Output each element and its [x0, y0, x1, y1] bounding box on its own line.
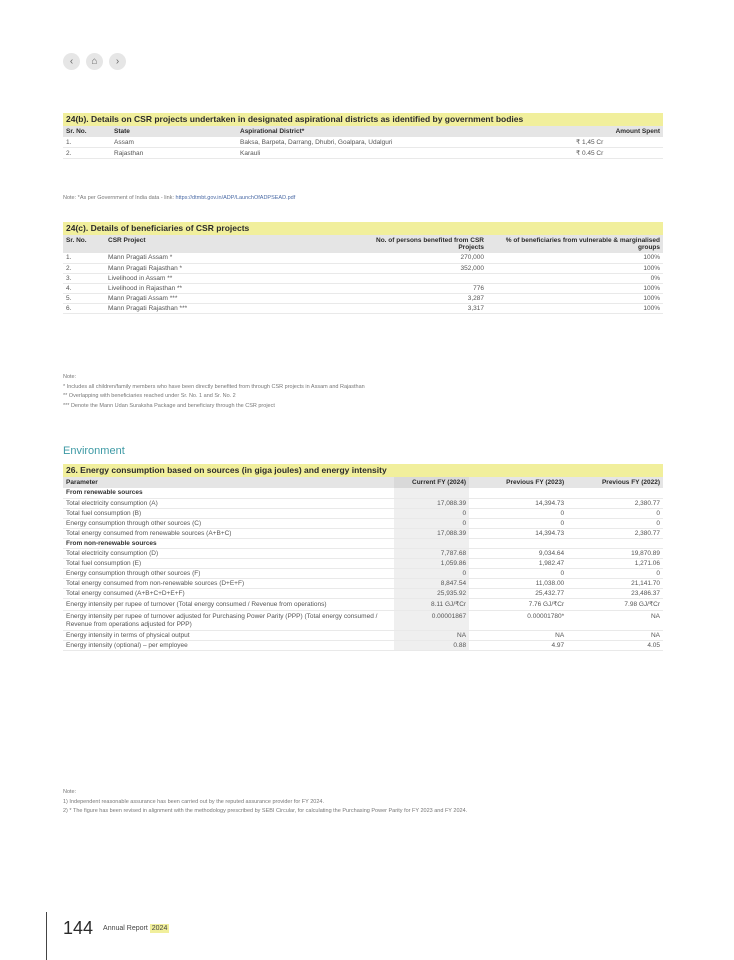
table-row: Total energy consumed (A+B+C+D+E+F) 25,935.92 25,432.77 23,486.37 — [63, 588, 663, 598]
page-footer — [63, 918, 169, 939]
table-row: 1. Assam Baksa, Barpeta, Darrang, Dhubri, Goalpara, Udalguri ₹ 1,45 Cr — [63, 137, 663, 148]
footer-divider — [46, 912, 47, 960]
energy-table — [63, 477, 663, 651]
table-row: Total energy consumed from renewable sources (A+B+C) 17,088.39 14,394.73 2,380.77 — [63, 528, 663, 538]
table-row: 2. Mann Pragati Rajasthan * 352,000 100% — [63, 263, 663, 273]
next-page-button[interactable]: › — [109, 53, 126, 70]
beneficiaries-title: 24(c). Details of beneficiaries of CSR projects — [63, 222, 663, 235]
aspirational-districts-section — [63, 113, 663, 159]
table-row: Energy intensity per rupee of turnover adjusted for Purchasing Power Parity (PPP) (Total energy consumed / Revenue from operations adjusted for PPP) 0.00001867 0.00001780* NA — [63, 610, 663, 630]
nonrenewable-subheader: From non-renewable sources — [63, 538, 663, 548]
table-row: Energy consumption through other sources (F) 0 0 0 — [63, 568, 663, 578]
page-navigation — [63, 53, 126, 70]
col-csr-project: CSR Project — [105, 235, 357, 253]
aspirational-title: 24(b). Details on CSR projects undertaken in designated aspirational districts as identified by government bodies — [63, 113, 663, 126]
beneficiaries-table — [63, 235, 663, 314]
environment-heading: Environment — [63, 445, 125, 457]
col-district: Aspirational District* — [237, 126, 573, 137]
table-row: Total electricity consumption (D) 7,787.68 9,034.64 19,870.89 — [63, 548, 663, 558]
table-row: Total energy consumed from non-renewable sources (D+E+F) 8,847.54 11,038.00 21,141.70 — [63, 578, 663, 588]
table-row: 5. Mann Pragati Assam *** 3,287 100% — [63, 293, 663, 303]
renewable-subheader: From renewable sources — [63, 488, 663, 498]
table-row: 4. Livelihood in Rajasthan ** 776 100% — [63, 283, 663, 293]
col-previous-fy-2023: Previous FY (2023) — [469, 477, 567, 488]
table-row: Total fuel consumption (E) 1,059.86 1,982.47 1,271.06 — [63, 558, 663, 568]
table-row: Energy consumption through other sources (C) 0 0 0 — [63, 518, 663, 528]
col-vulnerable-percent: % of beneficiaries from vulnerable & marginalised groups — [487, 235, 663, 253]
col-persons-benefited: No. of persons benefited from CSR Projects — [357, 235, 487, 253]
home-button[interactable]: ⌂ — [86, 53, 103, 70]
table-row: Energy intensity in terms of physical output NA NA NA — [63, 630, 663, 640]
energy-section — [63, 464, 663, 651]
beneficiaries-notes: Note: * Includes all children/family members who have been directly benefited from through CSR projects in Assam and Rajasthan ** Overlapping with beneficiaries reached under Sr. No. 1 and Sr. No. 2 *** Denote the Mann Udan Suraksha Package and beneficiary through the CSR project — [63, 374, 365, 409]
footer-label: Annual Report 2024 — [103, 925, 168, 932]
table-row: 3. Livelihood in Assam ** 0% — [63, 273, 663, 283]
prev-page-button[interactable]: ‹ — [63, 53, 80, 70]
energy-title: 26. Energy consumption based on sources (in giga joules) and energy intensity — [63, 464, 663, 477]
table-row: Energy intensity (optional) – per employee 0.88 4.97 4.05 — [63, 640, 663, 650]
government-data-link[interactable]: https://dtmbt.gov.in/ADP/LaunchOfADPSEAD.pdf — [175, 195, 296, 201]
aspirational-table — [63, 126, 663, 159]
col-state: State — [111, 126, 237, 137]
energy-notes: Note: 1) Independent reasonable assurance has been carried out by the reputed assurance provider for FY 2024. 2) * The figure has been revised in alignment with the methodology prescribed by SEBI Circular, for calculating the Purchasing Power Parity for FY 2023 and FY 2024. — [63, 789, 468, 814]
col-sr-no: Sr. No. — [63, 126, 111, 137]
table-row: Energy intensity per rupee of turnover (Total energy consumed / Revenue from operations) 8.11 GJ/₹Cr 7.76 GJ/₹Cr 7.98 GJ/₹Cr — [63, 598, 663, 610]
table-row: Total electricity consumption (A) 17,088.39 14,394.73 2,380.77 — [63, 498, 663, 508]
table-row: 2. Rajasthan Karauli ₹ 0.45 Cr — [63, 148, 663, 159]
col-sr-no: Sr. No. — [63, 235, 105, 253]
beneficiaries-section — [63, 222, 663, 314]
page-number: 144 — [63, 918, 94, 938]
col-current-fy: Current FY (2024) — [394, 477, 469, 488]
col-amount: Amount Spent — [573, 126, 663, 137]
col-previous-fy-2022: Previous FY (2022) — [567, 477, 663, 488]
table-row: 6. Mann Pragati Rajasthan *** 3,317 100% — [63, 303, 663, 313]
col-parameter: Parameter — [63, 477, 394, 488]
table-row: Total fuel consumption (B) 0 0 0 — [63, 508, 663, 518]
table-row: 1. Mann Pragati Assam * 270,000 100% — [63, 253, 663, 263]
footer-year: 2024 — [151, 925, 168, 932]
aspirational-note: Note: *As per Government of India data - link: https://dtmbt.gov.in/ADP/LaunchOfADPSEAD.pdf — [63, 195, 296, 201]
